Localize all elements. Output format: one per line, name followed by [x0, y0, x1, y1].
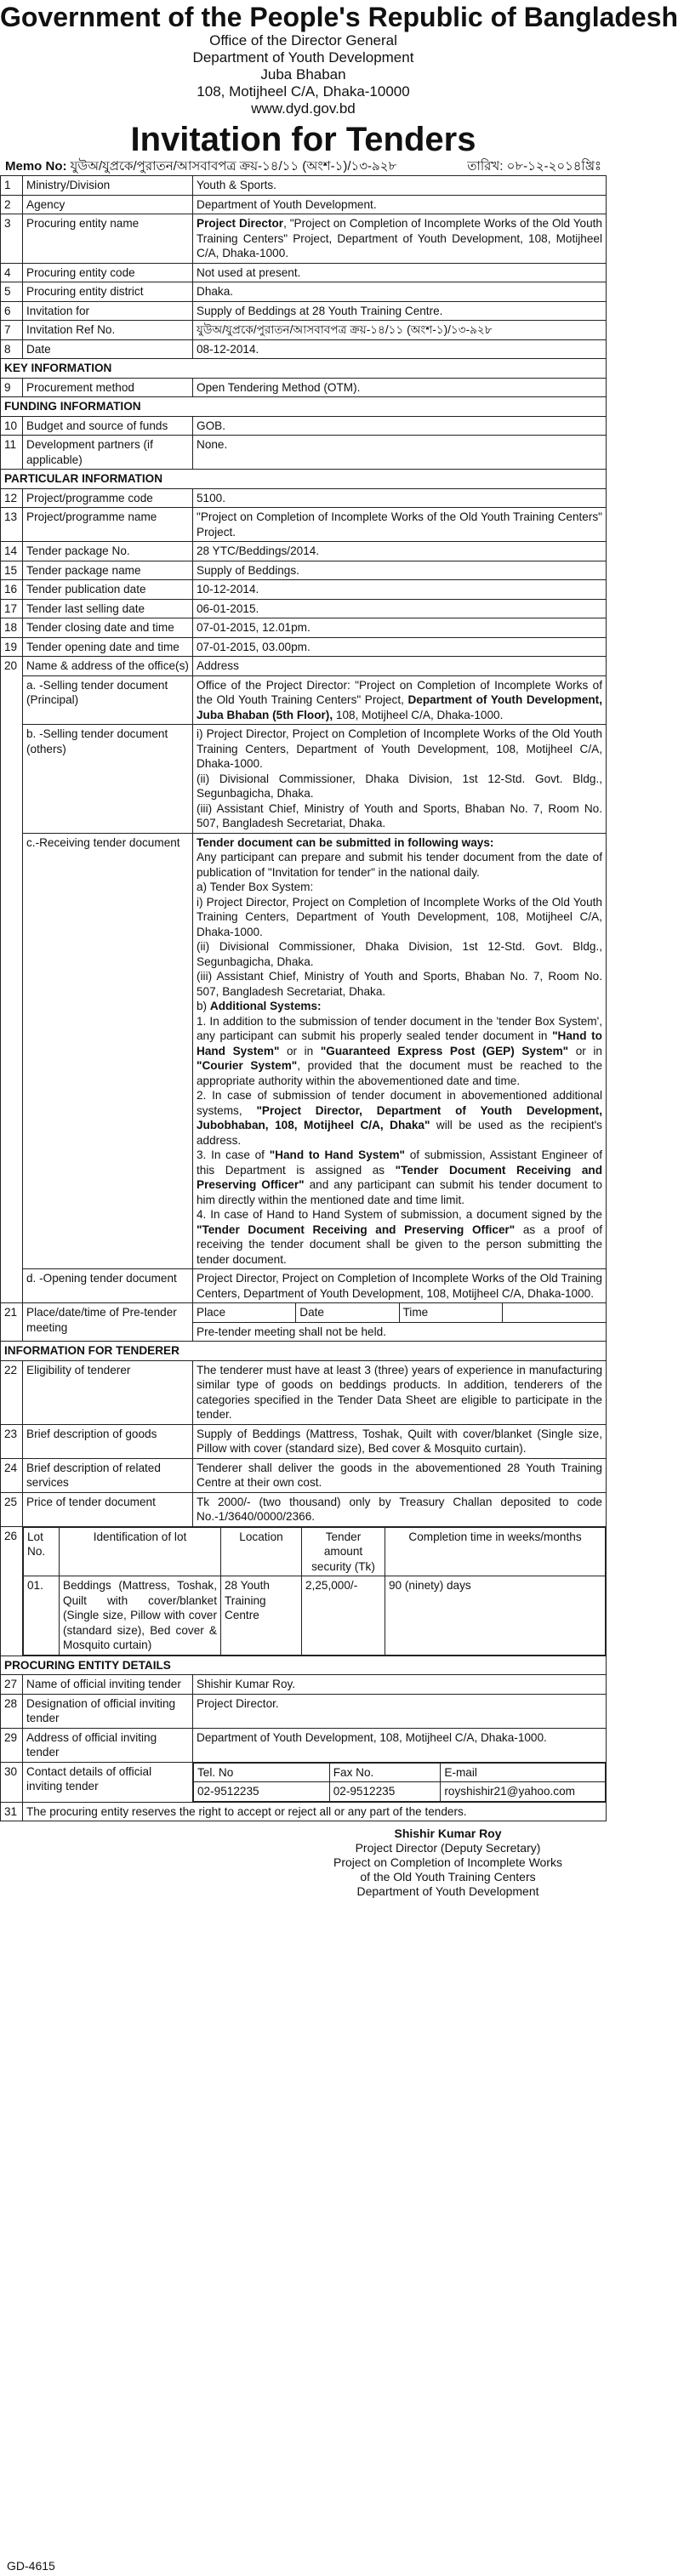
- table-row: Pre-tender meeting shall not be held.: [1, 1322, 607, 1342]
- table-row: 10 Budget and source of funds GOB.: [1, 416, 607, 436]
- lot-header: Lot No. Identification of lot Location Tender amount security (Tk) Completion time in weeks/months: [24, 1527, 606, 1576]
- section-heading: PROCURING ENTITY DETAILS: [1, 1656, 607, 1675]
- date-value: ০৮-১২-২০১৪খ্রিঃ: [506, 159, 601, 174]
- table-row: 15 Tender package name Supply of Beddings.: [1, 561, 607, 580]
- table-row: 6 Invitation for Supply of Beddings at 28 Youth Training Centre.: [1, 301, 607, 321]
- table-row: 11 Development partners (if applicable) None.: [1, 436, 607, 470]
- address-line: 108, Motijheel C/A, Dhaka-10000: [197, 83, 410, 100]
- table-row: 29 Address of official inviting tender Department of Youth Development, 108, Motijheel C/A, Dhaka-1000.: [1, 1728, 607, 1762]
- table-row: 17 Tender last selling date 06-01-2015.: [1, 599, 607, 618]
- table-row: 9 Procurement method Open Tendering Method (OTM).: [1, 378, 607, 397]
- table-row: 14 Tender package No. 28 YTC/Beddings/2014.: [1, 542, 607, 561]
- table-row: 13 Project/programme name "Project on Completion of Incomplete Works of the Old Youth Training Centers" Project.: [1, 508, 607, 542]
- contact-table: Tel. No Fax No. E-mail 02-9512235 02-9512235 royshishir21@yahoo.com: [193, 1763, 606, 1802]
- signatory-name: Shishir Kumar Roy: [394, 1827, 502, 1840]
- table-row: 3 Procuring entity name Project Director, "Project on Completion of Incomplete Works of the Old Youth Training Centers" Project, Department of Youth Development, 108, Motijheel C/A, Dhaka-1000.: [1, 214, 607, 264]
- opening-row: d. -Opening tender document Project Director, Project on Completion of Incomplete Works of the Old Training Centers, Department of Youth Development, 108, Motijheel C/A, Dhaka-1000.: [1, 1269, 607, 1303]
- section-heading: KEY INFORMATION: [1, 359, 607, 379]
- invitation-title: Invitation for Tenders: [130, 121, 476, 158]
- govt-title: Government of the People's Republic of Bangladesh: [0, 2, 678, 32]
- header: [0, 2, 678, 158]
- lot-row: 01. Beddings (Mattress, Toshak, Quilt with cover/blanket (Single size, Pillow with cover (standard size), Bed cover & Mosquito curtain) 28 Youth Training Centre 2,25,000/- 90 (ninety) days: [24, 1576, 606, 1656]
- fax-value: 02-9512235: [329, 1782, 441, 1802]
- section-heading: FUNDING INFORMATION: [1, 397, 607, 417]
- selling-principal-row: a. -Selling tender document (Principal) Office of the Project Director: "Project on Completion of Incomplete Works of the Old Youth Training Centers" Project, Department of Youth Development, Juba Bhaban (5th Floor), 108, Motijheel C/A, Dhaka-1000.: [1, 675, 607, 725]
- table-row: 5 Procuring entity district Dhaka.: [1, 282, 607, 302]
- table-row: 27 Name of official inviting tender Shishir Kumar Roy.: [1, 1675, 607, 1695]
- table-row: 1 Ministry/Division Youth & Sports.: [1, 176, 607, 196]
- website-line: www.dyd.gov.bd: [251, 100, 356, 117]
- table-row-21: 21 Place/date/time of Pre-tender meeting Place Date Time: [1, 1303, 607, 1323]
- table-row: 7 Invitation Ref No. যুউঅ/যুপ্রকে/পুরাতন/আসবাবপত্র ক্রয়-১৪/১১ (অংশ-১)/১৩-৯২৮: [1, 321, 607, 340]
- tel-value: 02-9512235: [194, 1782, 330, 1802]
- table-row: 23 Brief description of goods Supply of Beddings (Mattress, Toshak, Quilt with cover/blanket (Single size, Pillow with cover (standard size), Bed cover & Mosquito curtain).: [1, 1424, 607, 1458]
- bhaban-line: Juba Bhaban: [260, 66, 346, 83]
- memo-line: [0, 158, 607, 175]
- table-row: 12 Project/programme code 5100.: [1, 488, 607, 508]
- table-row: 24 Brief description of related services Tenderer shall deliver the goods in the abovementioned 28 Youth Training Centre at their own cost.: [1, 1458, 607, 1492]
- table-row: 18 Tender closing date and time 07-01-2015, 12.01pm.: [1, 618, 607, 638]
- section-heading: INFORMATION FOR TENDERER: [1, 1342, 607, 1361]
- table-row-26: 26 Lot No. Identification of lot Location Tender amount security (Tk) Completion time in weeks/months 01. Beddings (Mattress, Toshak, Quilt with cover/blanket (Single size, Pillow with cover (standard size), Bed cover & Mosquito curtain) 28 Youth Training Centre 2,25,000/- 90 (ninety) days: [1, 1526, 607, 1656]
- tender-notice: [0, 2, 678, 2576]
- office-line: Office of the Director General: [209, 32, 397, 48]
- signature-block: Shishir Kumar Roy Project Director (Deputy Secretary) Project on Completion of Incomplete Works of the Old Youth Training Centers Department of Youth Development: [289, 1827, 607, 1899]
- table-row: 8 Date 08-12-2014.: [1, 339, 607, 359]
- table-row: 4 Procuring entity code Not used at present.: [1, 263, 607, 282]
- table-row: 22 Eligibility of tenderer The tenderer must have at least 3 (three) years of experience in manufacturing similar type of goods on beddings products. In addition, tenderers of the categories specified in the Tender Data Sheet are eligible to participate in the tender.: [1, 1360, 607, 1424]
- section-heading: PARTICULAR INFORMATION: [1, 470, 607, 489]
- gd-code: GD-4615: [7, 2559, 55, 2573]
- receiving-row: c.-Receiving tender document Tender document can be submitted in following ways: Any participant can prepare and submit his tender document from the date of publication of "Invitation for tender" in the national daily. a) Tender Box System: i) Project Director, Project on Completion of Incomplete Works of the Old Youth Training Centers, Department of Youth Development, 108, Motijheel C/A, Dhaka-1000. (ii) Divisional Commissioner, Dhaka Division, 1st 12-Std. Govt. Bldg., Segunbagicha, Dhaka. (iii) Assistant Chief, Ministry of Youth and Sports, Bhaban No. 7, Room No. 507, Bangladesh Secretariat, Dhaka. b) Additional Systems: 1. In addition to the submission of tender document in the 'tender Box System', any participant can submit his properly sealed tender document in "Hand to Hand System" or in "Guaranteed Express Post (GEP) System" or in "Courier System", provided that the document must be reached to the appropriate authority within the abovementioned date and time. 2. In case of submission of tender document in abovementioned additional systems, "Project Director, Department of Youth Development, Jubobhaban, 108, Motijheel C/A, Dhaka" will be used as the recipient's address. 3. In case of "Hand to Hand System" of submission, Assistant Engineer of this Department is assigned as "Tender Document Receiving and Preserving Officer" and any participant can submit his tender document to him directly within the mentioned date and time limit. 4. In case of Hand to Hand System of submission, a document signed by the "Tender Document Receiving and Preserving Officer" as a proof of receiving the tender document shall be given to the person submitting the tender document.: [1, 833, 607, 1269]
- department-line: Department of Youth Development: [192, 49, 414, 66]
- tender-table: [0, 175, 607, 1821]
- table-row-31: 31 The procuring entity reserves the right to accept or reject all or any part of the tenders.: [1, 1802, 607, 1821]
- table-row: 19 Tender opening date and time 07-01-2015, 03.00pm.: [1, 637, 607, 657]
- email-value: royshishir21@yahoo.com: [441, 1782, 606, 1802]
- table-row-20: 20 Name & address of the office(s) Address: [1, 657, 607, 676]
- table-row: 16 Tender publication date 10-12-2014.: [1, 580, 607, 600]
- table-row: 25 Price of tender document Tk 2000/- (two thousand) only by Treasury Challan deposited to code No.-1/3640/0000/2366.: [1, 1492, 607, 1526]
- date-label: তারিখ:: [467, 159, 504, 174]
- memo-value: যুউঅ/যুপ্রকে/পুরাতন/আসবাবপত্র ক্রয়-১৪/১১ (অংশ-১)/১৩-৯২৮: [70, 159, 397, 174]
- table-row: 2 Agency Department of Youth Development.: [1, 195, 607, 214]
- lot-table: [23, 1527, 606, 1656]
- selling-others-row: b. -Selling tender document (others) i) Project Director, Project on Completion of Incomplete Works of the Old Youth Training Centers, Department of Youth Development, 108, Motijheel C/A, Dhaka-1000. (ii) Divisional Commissioner, Dhaka Division, 1st 12-Std. Govt. Bldg., Segunbagicha, Dhaka. (iii) Assistant Chief, Ministry of Youth and Sports, Bhaban No. 7, Room No. 507, Bangladesh Secretariat, Dhaka.: [1, 725, 607, 834]
- table-row: 28 Designation of official inviting tender Project Director.: [1, 1694, 607, 1728]
- table-row-30: 30 Contact details of official inviting tender Tel. No Fax No. E-mail 02-9512235 02-9512235 royshishir21@yahoo.com: [1, 1762, 607, 1802]
- memo-label: Memo No:: [5, 159, 67, 174]
